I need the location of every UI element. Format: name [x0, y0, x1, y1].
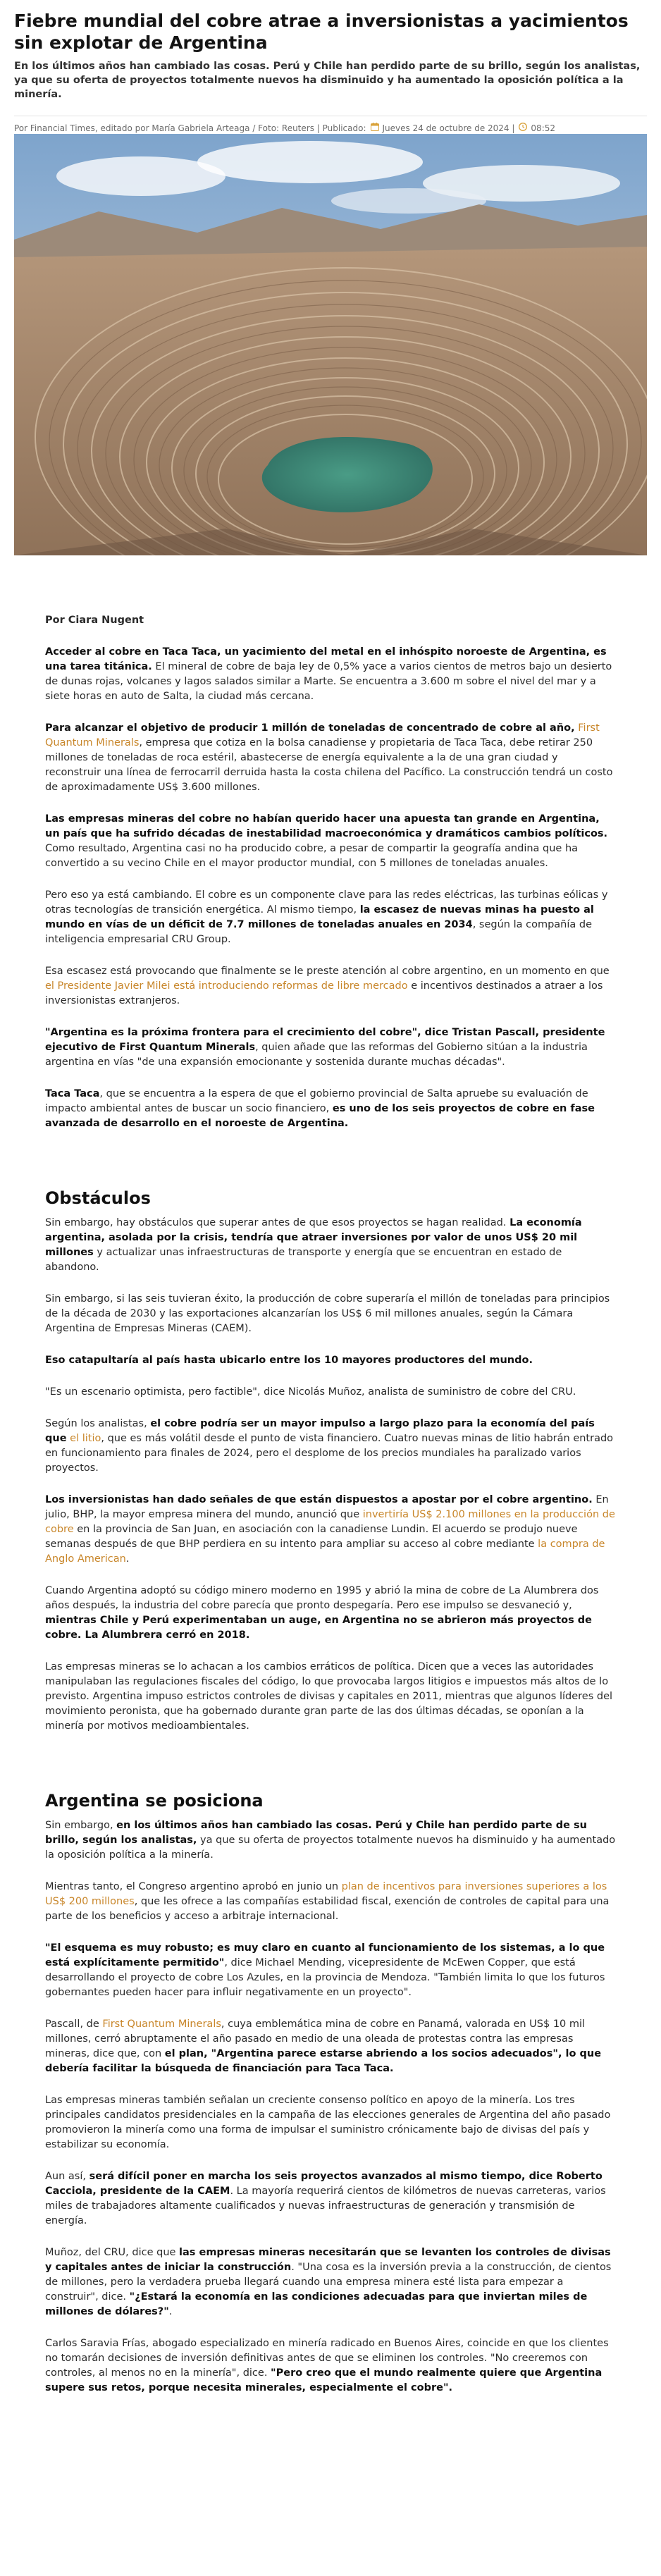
paragraph	[45, 1660, 616, 1734]
text-run: , que les ofrece a las compañías estabilidad fiscal, exención de controles de capital para una parte de los beneficios y acceso a arbitraje internacional.	[45, 1896, 610, 1922]
paragraph	[45, 2093, 616, 2152]
paragraph	[45, 2245, 616, 2319]
text-run: Pero eso ya está cambiando. El cobre es un componente clave para las redes eléctricas, las turbinas eólicas y otras tecnologías de transición energética. Al mismo tiempo,	[45, 889, 608, 916]
inline-link[interactable]: el litio	[70, 1433, 101, 1444]
paragraph	[45, 1025, 616, 1070]
text-run: El mineral de cobre de baja ley de 0,5% yace a varios cientos de metros bajo un desierto de dunas rojas, volcanes y lagos salados similar a Marte. Se encuentra a 3.600 m sobre el nivel del mar y a siete horas en auto de Salta, la ciudad más cercana.	[45, 661, 612, 702]
article-sections	[45, 1148, 616, 2396]
article-meta	[14, 116, 647, 134]
paragraph	[45, 721, 616, 795]
clock-icon	[519, 123, 527, 134]
text-run: Las empresas mineras se lo achacan a los cambios erráticos de política. Dicen que a veces las autoridades manipulaban las regulaciones fiscales del código, lo que provocaba largos litigios e impuestos más altos de lo previsto. Argentina impuso estrictos controles de divisas y capitales en 2011, mientras que algunos líderes del movimiento peronista, que ha gobernado durante gran parte de las dos últimas décadas, se oponían a la minería por motivos medioambientales.	[45, 1661, 613, 1732]
bold-text: el cobre podría ser un mayor impulso a largo plazo para la economía del país que	[45, 1418, 595, 1444]
paragraph	[45, 1584, 616, 1643]
text-run: Aun así,	[45, 2171, 89, 2182]
text-run: Sin embargo, si las seis tuvieran éxito, la producción de cobre superaría el millón de toneladas para principios de la década de 2030 y las exportaciones alcanzarían los US$ 6 mil millones anuales, según la Cámara Argentina de Empresas Mineras (CAEM).	[45, 1293, 610, 1334]
calendar-icon	[371, 123, 379, 134]
text-run: Según los analistas,	[45, 1418, 151, 1429]
bold-text: "¿Estará la economía en las condiciones adecuadas para que inviertan miles de millones de dólares?"	[45, 2291, 588, 2317]
paragraph	[45, 1941, 616, 2000]
text-run: Muñoz, del CRU, dice que	[45, 2247, 180, 2258]
text-run: Mientras tanto, el Congreso argentino aprobó en junio un	[45, 1881, 342, 1892]
text-run: .	[125, 1553, 130, 1565]
paragraph	[45, 964, 616, 1009]
section-spacer	[45, 1751, 616, 1790]
bold-text: la escasez de nuevas minas ha puesto al mundo en vías de un déficit de 7.7 millones de toneladas anuales en 2034	[45, 904, 594, 930]
text-run: Como resultado, Argentina casi no ha producido cobre, a pesar de compartir la geografía andina que ha convertido a su vecino Chile en el mayor productor mundial, con 5 millones de toneladas anuales.	[45, 843, 579, 869]
text-run: en la provincia de San Juan, en asociación con la canadiense Lundin. El acuerdo se produjo nueve semanas después de que BHP perdiera en su intento para ampliar su acceso al cobre mediante	[45, 1524, 578, 1550]
bold-text: es uno de los seis proyectos de cobre en fase avanzada de desarrollo en el noroeste de Argentina.	[45, 1103, 595, 1129]
text-run: . "Una cosa es la inversión previa a la construcción, de cientos de millones, pero la verdadera prueba llegará cuando una empresa minera esté lista para empezar a construir", dice.	[45, 2262, 612, 2303]
paragraph	[45, 1087, 616, 1131]
text-run: , quien añade que las reformas del Gobierno sitúan a la industria argentina en vías "de una expansión emocionante y sostenida durante muchas décadas".	[45, 1042, 588, 1068]
paragraph	[45, 2336, 616, 2396]
text-run: , que es más volátil desde el punto de vista financiero. Cuatro nuevas minas de litio habrán entrado en funcionamiento para finales de 2024, pero el desplome de los precios mundiales ha paralizado varios proyectos.	[45, 1433, 614, 1474]
bold-text: La economía argentina, asolada por la crisis, tendría que atraer inversiones por valor de unos US$ 20 mil millones	[45, 1217, 582, 1258]
paragraph	[45, 2169, 616, 2229]
hero-image-copper-mine	[14, 134, 647, 555]
text-run: Sin embargo, hay obstáculos que superar antes de que esos proyectos se hagan realidad.	[45, 1217, 510, 1228]
text-run: "Es un escenario optimista, pero factible", dice Nicolás Muñoz, analista de suministro de cobre del CRU.	[45, 1386, 576, 1398]
bold-text: mientras Chile y Perú experimentaban un auge, en Argentina no se abrieron más proyectos de cobre. La Alumbrera cerró en 2018.	[45, 1615, 593, 1641]
paragraph	[45, 1216, 616, 1275]
meta-date: Jueves 24 de octubre de 2024 |	[382, 123, 515, 133]
bold-text: será difícil poner en marcha los seis proyectos avanzados al mismo tiempo, dice Roberto Cacciola, presidente de la CAEM	[45, 2171, 603, 2197]
paragraph	[45, 645, 616, 704]
bold-text: el plan, "Argentina parece estarse abriendo a los socios adecuados", lo que debería facilitar la búsqueda de financiación para Taca Taca.	[45, 2048, 602, 2074]
paragraph	[45, 1493, 616, 1567]
paragraph	[45, 1292, 616, 1336]
text-run: Las empresas mineras también señalan un creciente consenso político en apoyo de la minería. Los tres principales candidatos presidenciales en la campaña de las elecciones generales de Argentina del año pasado promovieron la minería como una forma de impulsar el suministro crónicamente bajo de divisas del país y estabilizar su economía.	[45, 2095, 611, 2150]
meta-credits: Por Financial Times, editado por María Gabriela Arteaga / Foto: Reuters | Publicado:	[14, 123, 366, 133]
text-run: Sin embargo,	[45, 1820, 117, 1831]
bold-text: Los inversionistas han dado señales de que están dispuestos a apostar por el cobre argentino.	[45, 1494, 593, 1505]
intro-paragraphs	[45, 645, 616, 1131]
text-run: Cuando Argentina adoptó su código minero moderno en 1995 y abrió la mina de cobre de La Alumbrera dos años después, la industria del cobre parecía que pronto despegaría. Pero ese impulso se desvaneció y,	[45, 1585, 599, 1611]
article-body	[45, 613, 616, 2412]
meta-time: 08:52	[531, 123, 556, 133]
text-run: ya que su oferta de proyectos totalmente nuevos ha disminuido y ha aumentado la oposición política a la minería.	[45, 1835, 616, 1861]
text-run: , que se encuentra a la espera de que el gobierno provincial de Salta apruebe su evaluación de impacto ambiental antes de buscar un socio financiero,	[45, 1088, 588, 1114]
paragraph	[45, 2017, 616, 2076]
paragraph	[45, 1880, 616, 1924]
paragraph	[45, 1417, 616, 1476]
inline-link[interactable]: First Quantum Minerals	[45, 722, 600, 748]
inline-link[interactable]: el Presidente Javier Milei está introduciendo reformas de libre mercado	[45, 980, 408, 992]
bold-text: "El esquema es muy robusto; es muy claro en cuanto al funcionamiento de los sistemas, a lo que está explícitamente permitido"	[45, 1942, 605, 1968]
paragraph	[45, 1385, 616, 1400]
bold-text: las empresas mineras necesitarán que se levanten los controles de divisas y capitales antes de iniciar la construcción	[45, 2247, 611, 2273]
paragraph	[45, 1353, 616, 1368]
text-run: . La mayoría requerirá cientos de kilómetros de nuevas carreteras, varios miles de trabajadores altamente cualificados y nuevas infraestructuras de generación y transmisión de energía.	[45, 2186, 606, 2226]
text-run: En julio, BHP, la mayor empresa minera del mundo, anunció que	[45, 1494, 609, 1520]
section-heading: Argentina se posiciona	[45, 1791, 264, 1811]
bold-text: Taca Taca	[45, 1088, 100, 1099]
paragraph	[45, 812, 616, 871]
inline-link[interactable]: plan de incentivos para inversiones superiores a los US$ 200 millones	[45, 1881, 607, 1907]
text-run: e incentivos destinados a atraer a los inversionistas extranjeros.	[45, 980, 603, 1006]
paragraph	[45, 888, 616, 947]
bold-text: "Pero creo que el mundo realmente quiere que Argentina supere sus retos, porque necesita minerales, especialmente el cobre".	[45, 2367, 603, 2393]
inline-link[interactable]: la compra de Anglo American	[45, 1539, 605, 1565]
bold-text: Para alcanzar el objetivo de producir 1 millón de toneladas de concentrado de cobre al año,	[45, 722, 575, 734]
inline-link[interactable]: First Quantum Minerals	[102, 2019, 221, 2030]
bold-text: en los últimos años han cambiado las cosas. Perú y Chile han perdido parte de su brillo, según los analistas,	[45, 1820, 587, 1846]
section-heading: Obstáculos	[45, 1188, 151, 1208]
bold-text: "Argentina es la próxima frontera para el crecimiento del cobre", dice Tristan Pascall, presidente ejecutivo de First Quantum Minerals	[45, 1027, 605, 1053]
article-subtitle: En los últimos años han cambiado las cosas. Perú y Chile han perdido parte de su brillo, según los analistas, ya que su oferta de proyectos totalmente nuevos ha disminuido y ha aumentado la oposición política a la minería.	[14, 61, 641, 100]
text-run: , cuya emblemática mina de cobre en Panamá, valorada en US$ 10 mil millones, cerró abruptamente el año pasado en medio de una oleada de protestas contra las empresas mineras, dice que, con	[45, 2019, 586, 2059]
author-byline: Por Ciara Nugent	[45, 615, 144, 626]
text-run: Carlos Saravia Frías, abogado especializado en minería radicado en Buenos Aires, coincide en que los clientes no tomarán decisiones de inversión definitivas antes de que se eliminen los controles. "No creeremos con controles, al menos no en la minería", dice.	[45, 2338, 609, 2379]
bold-text: Las empresas mineras del cobre no habían querido hacer una apuesta tan grande en Argentina, un país que ha sufrido décadas de inestabilidad macroeconómica y dramáticos cambios políticos.	[45, 813, 608, 839]
text-run: y actualizar unas infraestructuras de transporte y energía que se encuentran en estado de abandono.	[45, 1247, 562, 1273]
article-header	[14, 10, 647, 142]
bold-text: Eso catapultaría al país hasta ubicarlo entre los 10 mayores productores del mundo.	[45, 1355, 533, 1366]
paragraph	[45, 1818, 616, 1863]
text-run: Pascall, de	[45, 2019, 103, 2030]
text-run: .	[168, 2306, 173, 2317]
text-run: , dice Michael Mending, vicepresidente de McEwen Copper, que está desarrollando el proyecto de cobre Los Azules, en la provincia de Mendoza. "También limita lo que los futuros gobernantes pueden hacer para influir negativamente en un proyecto".	[45, 1957, 605, 1998]
text-run: , según la compañía de inteligencia empresarial CRU Group.	[45, 919, 592, 945]
text-run: Esa escasez está provocando que finalmente se le preste atención al cobre argentino, en un momento en que	[45, 966, 610, 977]
text-run: , empresa que cotiza en la bolsa canadiense y propietaria de Taca Taca, debe retirar 250 millones de toneladas de roca estéril, abastecerse de energía equivalente a la de una gran ciudad y reconstruir una línea de ferrocarril derruida hasta la costa chilena del Pacífico. La construcción tendrá un costo de aproximadamente US$ 3.600 millones.	[45, 737, 613, 793]
inline-link[interactable]: invertiría US$ 2.100 millones en la producción de cobre	[45, 1509, 615, 1535]
article-title: Fiebre mundial del cobre atrae a inversionistas a yacimientos sin explotar de Argentina	[14, 11, 629, 53]
bold-text: Acceder al cobre en Taca Taca, un yacimiento del metal en el inhóspito noroeste de Argentina, es una tarea titánica.	[45, 646, 607, 672]
section-spacer	[45, 1148, 616, 1188]
